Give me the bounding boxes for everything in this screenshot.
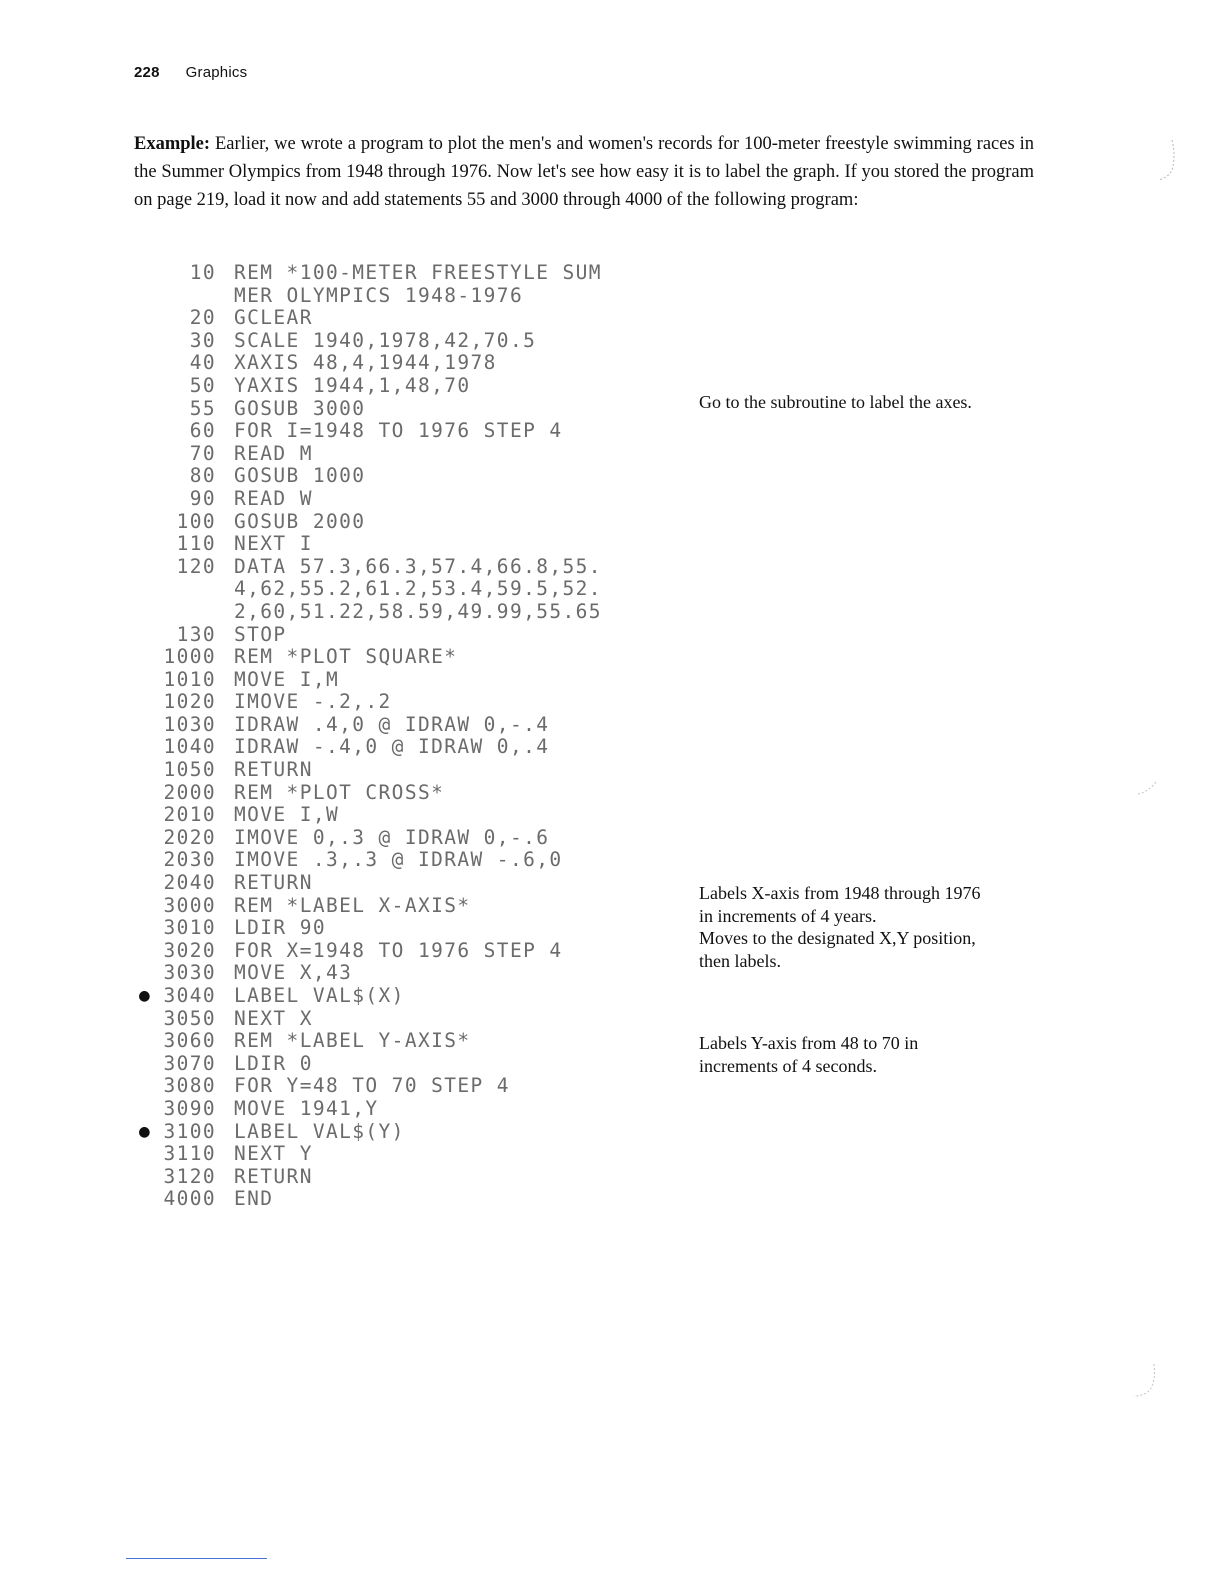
statement: IMOVE .3,.3 @ IDRAW -.6,0 — [234, 848, 563, 872]
marker-bullet — [138, 578, 152, 601]
line-number: 60 — [189, 419, 216, 443]
statement: FOR Y=48 TO 70 STEP 4 — [234, 1074, 510, 1098]
statement: RETURN — [234, 1164, 313, 1188]
marker-bullet — [138, 736, 152, 759]
marker-bullet — [138, 940, 152, 963]
marker-bullet — [138, 827, 152, 850]
marker-bullet — [138, 420, 152, 443]
marker-bullet — [138, 872, 152, 895]
statement: IMOVE 0,.3 @ IDRAW 0,-.6 — [234, 825, 550, 849]
statement: READ M — [234, 441, 313, 465]
line-number: 80 — [189, 464, 216, 488]
program-line — [138, 1188, 658, 1211]
program-line — [138, 307, 658, 330]
statement: IDRAW .4,0 @ IDRAW 0,-.4 — [234, 712, 550, 736]
marker-bullet — [138, 1008, 152, 1031]
marker-bullet — [138, 1098, 152, 1121]
program-line — [138, 1053, 658, 1076]
line-number: 30 — [189, 328, 216, 352]
marker-bullet — [138, 601, 152, 624]
page-header — [134, 64, 247, 81]
program-line — [138, 714, 658, 737]
line-number: 2040 — [163, 871, 216, 895]
marker-bullet — [138, 375, 152, 398]
program-line — [138, 1008, 658, 1031]
note-line: in increments of 4 years. — [699, 905, 877, 926]
note-line: Moves to the designated X,Y position, — [699, 928, 976, 948]
statement: XAXIS 48,4,1944,1978 — [234, 351, 497, 375]
program-line — [138, 759, 658, 782]
program-line — [138, 1098, 658, 1121]
program-line — [138, 691, 658, 714]
program-line — [138, 1143, 658, 1166]
marker-bullet — [138, 307, 152, 330]
line-number: 4000 — [163, 1187, 216, 1211]
statement: SCALE 1940,1978,42,70.5 — [234, 328, 537, 352]
statement: MOVE I,M — [234, 667, 340, 691]
note-x-axis — [699, 882, 1029, 972]
program-line — [138, 782, 658, 805]
statement: LABEL VAL$(Y) — [234, 1119, 405, 1143]
program-line — [138, 940, 658, 963]
marker-bullet — [138, 646, 152, 669]
marker-bullet — [138, 556, 152, 579]
program-line — [138, 1075, 658, 1098]
line-number: 3040 — [163, 984, 216, 1007]
program-line — [138, 511, 658, 534]
marker-bullet — [138, 782, 152, 805]
program-line — [138, 601, 658, 624]
marker-bullet — [138, 895, 152, 918]
program-line — [138, 330, 658, 353]
note-gosub — [699, 391, 1029, 414]
line-number: 1050 — [163, 758, 216, 782]
marker-bullet — [138, 352, 152, 375]
line-number: 70 — [189, 441, 216, 465]
line-number: 1010 — [163, 667, 216, 691]
example-label: Example: — [134, 134, 211, 154]
program-line — [138, 985, 658, 1008]
note-line: Go to the subroutine to label the axes. — [699, 392, 972, 412]
line-number: 3110 — [163, 1142, 216, 1166]
program-line — [138, 578, 658, 601]
line-number: 3000 — [163, 893, 216, 917]
program-line — [138, 736, 658, 759]
line-number: 3050 — [163, 1006, 216, 1030]
note-line: increments of 4 seconds. — [699, 1055, 877, 1076]
line-number: 3030 — [163, 961, 216, 985]
line-number: 3120 — [163, 1164, 216, 1188]
marker-bullet — [138, 1053, 152, 1076]
note-y-axis — [699, 1032, 1029, 1077]
note-line: then labels. — [699, 950, 781, 971]
line-number: 90 — [189, 486, 216, 510]
marker-bullet — [138, 714, 152, 737]
statement: 2,60,51.22,58.59,49.99,55.65 — [234, 599, 602, 623]
line-number: 20 — [189, 306, 216, 330]
program-line — [138, 556, 658, 579]
statement: FOR I=1948 TO 1976 STEP 4 — [234, 419, 563, 443]
statement: RETURN — [234, 871, 313, 895]
line-number: 130 — [176, 622, 216, 646]
line-number: 3090 — [163, 1096, 216, 1120]
statement: LDIR 90 — [234, 916, 326, 940]
note-line: Labels Y-axis from 48 to 70 in — [699, 1033, 919, 1053]
line-number: 50 — [189, 373, 216, 397]
statement: NEXT Y — [234, 1142, 313, 1166]
program-line — [138, 1166, 658, 1189]
statement: LDIR 0 — [234, 1051, 313, 1075]
line-number: 10 — [189, 261, 216, 284]
program-line — [138, 962, 658, 985]
line-number: 3010 — [163, 916, 216, 940]
program-line — [138, 895, 658, 918]
statement: GOSUB 1000 — [234, 464, 366, 488]
line-number: 55 — [189, 396, 216, 420]
marker-bullet — [138, 1030, 152, 1053]
marker-bullet — [138, 917, 152, 940]
marker-bullet — [138, 691, 152, 714]
statement: MOVE X,43 — [234, 961, 353, 985]
line-number: 1000 — [163, 645, 216, 669]
program-line — [138, 872, 658, 895]
line-number: 3080 — [163, 1074, 216, 1098]
statement: REM *PLOT CROSS* — [234, 780, 445, 804]
program-line — [138, 624, 658, 647]
intro-paragraph — [134, 130, 1034, 214]
program-line — [138, 804, 658, 827]
statement: GOSUB 3000 — [234, 396, 366, 420]
marker-bullet — [138, 262, 152, 285]
running-head: Graphics — [185, 64, 248, 81]
marker-bullet — [138, 759, 152, 782]
line-number: 3100 — [163, 1119, 216, 1143]
program-line — [138, 1121, 658, 1144]
marker-bullet — [138, 669, 152, 692]
statement: STOP — [234, 622, 287, 646]
marker-bullet: ● — [138, 988, 152, 1004]
statement: IDRAW -.4,0 @ IDRAW 0,.4 — [234, 735, 550, 759]
statement: REM *PLOT SQUARE* — [234, 645, 458, 669]
page-number: 228 — [134, 64, 160, 81]
line-number: 2000 — [163, 780, 216, 804]
program-line — [138, 849, 658, 872]
marker-bullet — [138, 1075, 152, 1098]
program-line — [138, 375, 658, 398]
program-line — [138, 285, 658, 308]
line-number: 3060 — [163, 1029, 216, 1053]
statement: RETURN — [234, 758, 313, 782]
line-number: 100 — [176, 509, 216, 533]
marker-bullet — [138, 1166, 152, 1189]
program-line — [138, 352, 658, 375]
marker-bullet — [138, 443, 152, 466]
line-number: 3020 — [163, 938, 216, 962]
line-number: 1030 — [163, 712, 216, 736]
marker-bullet — [138, 511, 152, 534]
statement: MOVE 1941,Y — [234, 1096, 379, 1120]
statement: REM *LABEL Y-AXIS* — [234, 1029, 471, 1053]
statement: REM *LABEL X-AXIS* — [234, 893, 471, 917]
program-line — [138, 917, 658, 940]
marker-bullet — [138, 488, 152, 511]
statement: DATA 57.3,66.3,57.4,66.8,55. — [234, 554, 602, 578]
statement: 4,62,55.2,61.2,53.4,59.5,52. — [234, 577, 602, 601]
marker-bullet — [138, 962, 152, 985]
line-number: 2030 — [163, 848, 216, 872]
statement: NEXT X — [234, 1006, 313, 1030]
statement: MOVE I,W — [234, 803, 340, 827]
marker-bullet — [138, 398, 152, 421]
statement: IMOVE -.2,.2 — [234, 690, 392, 714]
statement: GCLEAR — [234, 306, 313, 330]
program-line — [138, 669, 658, 692]
program-line — [138, 533, 658, 556]
note-line: Labels X-axis from 1948 through 1976 — [699, 883, 981, 903]
statement: REM *100-METER FREESTYLE SUM — [234, 261, 602, 284]
marker-bullet — [138, 1188, 152, 1211]
program-line — [138, 465, 658, 488]
basic-program-listing — [138, 262, 658, 1211]
intro-text: Earlier, we wrote a program to plot the men's and women's records for 100-meter freestyle swimming races in the Summer Olympics from 1948 through 1976. Now let's see how easy it is to label the graph. If you stored the program on page 219, load it now and add statements 55 and 3000 through 4000 of the following program: — [134, 134, 1034, 210]
line-number: 2010 — [163, 803, 216, 827]
program-line — [138, 488, 658, 511]
line-number: 110 — [176, 532, 216, 556]
marker-bullet: ● — [138, 1123, 152, 1140]
statement: FOR X=1948 TO 1976 STEP 4 — [234, 938, 563, 962]
marker-bullet — [138, 465, 152, 488]
line-number: 2020 — [163, 825, 216, 849]
statement: MER OLYMPICS 1948-1976 — [234, 283, 524, 307]
statement: YAXIS 1944,1,48,70 — [234, 373, 471, 397]
program-line — [138, 420, 658, 443]
line-number: 3070 — [163, 1051, 216, 1075]
marker-bullet — [138, 1143, 152, 1166]
marker-bullet — [138, 849, 152, 872]
program-line — [138, 398, 658, 421]
statement: GOSUB 2000 — [234, 509, 366, 533]
marker-bullet — [138, 624, 152, 647]
marker-bullet — [138, 285, 152, 308]
program-line — [138, 262, 658, 285]
program-line — [138, 827, 658, 850]
marker-bullet — [138, 804, 152, 827]
footnote-rule — [126, 1558, 267, 1559]
marker-bullet — [138, 330, 152, 353]
program-line — [138, 646, 658, 669]
marker-bullet — [138, 533, 152, 556]
scan-artifact-mark — [1148, 136, 1178, 186]
statement: LABEL VAL$(X) — [234, 984, 405, 1007]
line-number: 1040 — [163, 735, 216, 759]
line-number: 1020 — [163, 690, 216, 714]
scan-artifact-mark — [1130, 1362, 1160, 1402]
statement: READ W — [234, 486, 313, 510]
program-line — [138, 443, 658, 466]
program-line — [138, 1030, 658, 1053]
statement: END — [234, 1187, 274, 1211]
scan-artifact-mark — [1136, 778, 1160, 798]
line-number: 120 — [176, 554, 216, 578]
statement: NEXT I — [234, 532, 313, 556]
line-number: 40 — [189, 351, 216, 375]
